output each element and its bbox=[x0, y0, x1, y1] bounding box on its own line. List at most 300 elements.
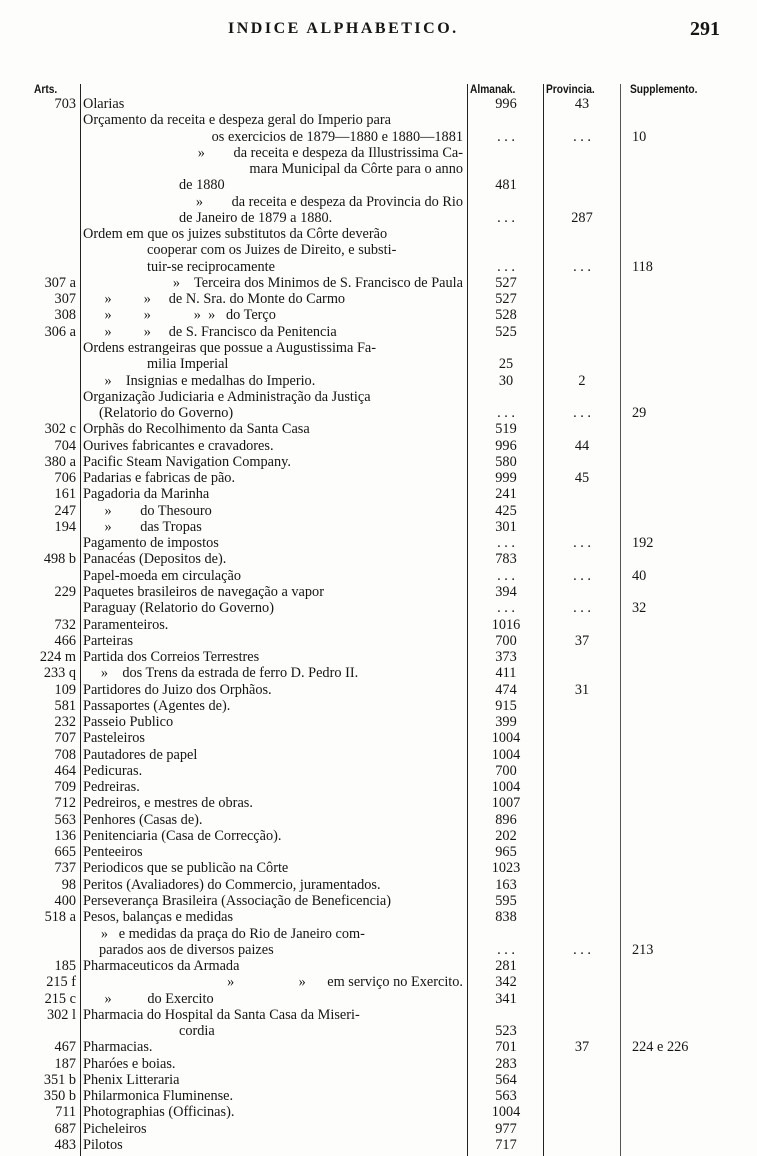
entry-text: » dos Trens da estrada de ferro D. Pedro II. bbox=[83, 665, 359, 682]
page-title: INDICE ALPHABETICO. bbox=[228, 20, 459, 37]
entry-text: Phenix Litteraria bbox=[83, 1071, 180, 1088]
index-line bbox=[0, 1104, 757, 1120]
almanak-page: 783 bbox=[495, 551, 517, 568]
entry-text-cell bbox=[83, 1088, 463, 1104]
entry-text-cell bbox=[83, 486, 463, 502]
article-number: 400 bbox=[54, 893, 76, 910]
index-line bbox=[0, 177, 757, 193]
article-number: 707 bbox=[54, 730, 76, 747]
entry-text: Orphãs do Recolhimento da Santa Casa bbox=[83, 421, 310, 438]
entry-text: cordia bbox=[179, 1023, 215, 1040]
index-line bbox=[0, 145, 757, 161]
entry-text-cell bbox=[83, 958, 463, 974]
index-line bbox=[0, 844, 757, 860]
index-line bbox=[0, 405, 757, 421]
index-line bbox=[0, 438, 757, 454]
entry-text-cell bbox=[83, 210, 463, 226]
index-line bbox=[0, 194, 757, 210]
article-number: 737 bbox=[54, 860, 76, 877]
article-number: 233 q bbox=[43, 665, 76, 682]
entry-text-cell bbox=[83, 893, 463, 909]
entry-text-cell bbox=[83, 259, 463, 275]
entry-text: (Relatorio do Governo) bbox=[99, 405, 234, 422]
index-line bbox=[0, 373, 757, 389]
provincia-page: . . . bbox=[573, 405, 591, 422]
almanak-page: 700 bbox=[495, 762, 517, 779]
entry-text-cell bbox=[83, 438, 463, 454]
entry-text-cell bbox=[83, 389, 463, 405]
almanak-page: 1004 bbox=[491, 1104, 521, 1121]
entry-text-cell bbox=[83, 405, 463, 421]
almanak-page: . . . bbox=[497, 535, 515, 552]
almanak-page: 996 bbox=[495, 96, 517, 112]
almanak-page: 394 bbox=[495, 583, 517, 600]
entry-text: parados aos de diversos paizes bbox=[99, 941, 274, 958]
almanak-page: 1016 bbox=[491, 616, 521, 633]
entry-text: » Terceira dos Minimos de S. Francisco de Paula bbox=[151, 274, 463, 291]
almanak-page: 301 bbox=[495, 518, 517, 535]
article-number: 709 bbox=[54, 779, 76, 796]
entry-text-cell bbox=[83, 226, 463, 242]
entry-text-cell bbox=[83, 763, 463, 779]
entry-text: Pautadores de papel bbox=[83, 746, 198, 763]
almanak-page: 281 bbox=[495, 958, 517, 975]
entry-text: Penteeiros bbox=[83, 844, 143, 861]
provincia-page: 37 bbox=[574, 1039, 590, 1056]
entry-text-cell bbox=[83, 730, 463, 746]
article-number: 706 bbox=[54, 470, 76, 487]
provincia-page: 43 bbox=[574, 96, 590, 112]
index-line bbox=[0, 779, 757, 795]
almanak-page: 701 bbox=[495, 1039, 517, 1056]
entry-text-cell bbox=[83, 1072, 463, 1088]
index-line bbox=[0, 112, 757, 128]
article-number: 302 l bbox=[47, 1006, 76, 1023]
article-number: 98 bbox=[61, 876, 76, 893]
almanak-page: 425 bbox=[495, 502, 517, 519]
entry-text: Olarias bbox=[83, 96, 125, 112]
article-number: 109 bbox=[54, 681, 76, 698]
entry-text-cell bbox=[83, 1007, 463, 1023]
entry-text: » e medidas da praça do Rio de Janeiro com- bbox=[83, 925, 365, 942]
entry-text: cooperar com os Juizes de Direito, e substi- bbox=[147, 242, 397, 259]
entry-text-cell bbox=[83, 844, 463, 860]
almanak-page: 481 bbox=[495, 177, 517, 194]
index-line bbox=[0, 259, 757, 275]
supplemento-page: 224 e 226 bbox=[632, 1039, 689, 1056]
article-number: 518 a bbox=[44, 909, 76, 926]
entry-text: » da receita e despeza da Provincia do Rio bbox=[174, 193, 463, 210]
entry-text: Partidores do Juizo dos Orphãos. bbox=[83, 681, 272, 698]
almanak-page: . . . bbox=[497, 405, 515, 422]
index-line bbox=[0, 747, 757, 763]
almanak-page: 977 bbox=[495, 1120, 517, 1137]
entry-text: Parteiras bbox=[83, 632, 134, 649]
entry-text: Organização Judiciaria e Administração da Justiça bbox=[83, 388, 371, 405]
article-number: 464 bbox=[54, 762, 76, 779]
entry-text-cell bbox=[83, 877, 463, 893]
entry-text-cell bbox=[83, 291, 463, 307]
almanak-page: 399 bbox=[495, 714, 517, 731]
entry-text: Passeio Publico bbox=[83, 714, 174, 731]
entry-text: Pedreiras. bbox=[83, 779, 140, 796]
almanak-page: 30 bbox=[498, 372, 514, 389]
article-number: 247 bbox=[54, 502, 76, 519]
entry-text: Pedicuras. bbox=[83, 762, 143, 779]
index-line bbox=[0, 730, 757, 746]
entry-text: Orçamento da receita e despeza geral do Imperio para bbox=[83, 112, 392, 129]
entry-text-cell bbox=[83, 747, 463, 763]
entry-text: de Janeiro de 1879 a 1880. bbox=[179, 209, 333, 226]
entry-text: Pharmacia do Hospital da Santa Casa da Miseri- bbox=[83, 1006, 360, 1023]
almanak-page: 1004 bbox=[491, 779, 521, 796]
almanak-page: 163 bbox=[495, 876, 517, 893]
index-line bbox=[0, 421, 757, 437]
article-number: 704 bbox=[54, 437, 76, 454]
entry-text: de 1880 bbox=[179, 177, 225, 194]
entry-text: Penhores (Casas de). bbox=[83, 811, 203, 828]
almanak-page: 341 bbox=[495, 990, 517, 1007]
index-line bbox=[0, 860, 757, 876]
index-line bbox=[0, 242, 757, 258]
index-entries bbox=[0, 96, 757, 1153]
entry-text: » da receita e despeza da Illustrissima Ca- bbox=[176, 144, 463, 161]
index-line bbox=[0, 682, 757, 698]
article-number: 483 bbox=[54, 1137, 76, 1153]
entry-text: Pagadoria da Marinha bbox=[83, 486, 210, 503]
index-line bbox=[0, 503, 757, 519]
article-number: 712 bbox=[54, 795, 76, 812]
almanak-page: 474 bbox=[495, 681, 517, 698]
entry-text-cell bbox=[83, 1056, 463, 1072]
entry-text-cell bbox=[83, 1137, 463, 1153]
article-number: 732 bbox=[54, 616, 76, 633]
entry-text: Padarias e fabricas de pão. bbox=[83, 470, 236, 487]
supplemento-page: 10 bbox=[632, 128, 647, 145]
entry-text: Pacific Steam Navigation Company. bbox=[83, 453, 291, 470]
provincia-page: . . . bbox=[573, 535, 591, 552]
article-number: 467 bbox=[54, 1039, 76, 1056]
index-line bbox=[0, 584, 757, 600]
entry-text-cell bbox=[83, 145, 463, 161]
index-line bbox=[0, 877, 757, 893]
entry-text: Partida dos Correios Terrestres bbox=[83, 649, 260, 666]
index-line bbox=[0, 356, 757, 372]
provincia-page: . . . bbox=[573, 567, 591, 584]
entry-text: Ordem em que os juizes substitutos da Côrte deverão bbox=[83, 226, 388, 243]
almanak-page: . . . bbox=[497, 567, 515, 584]
index-line bbox=[0, 389, 757, 405]
index-line bbox=[0, 454, 757, 470]
entry-text-cell bbox=[83, 1121, 463, 1137]
index-line bbox=[0, 226, 757, 242]
almanak-page: 896 bbox=[495, 811, 517, 828]
supplemento-page: 32 bbox=[632, 600, 647, 617]
index-line bbox=[0, 926, 757, 942]
almanak-page: 999 bbox=[495, 470, 517, 487]
entry-text: Ourives fabricantes e cravadores. bbox=[83, 437, 274, 454]
entry-text: Paquetes brasileiros de navegação a vapor bbox=[83, 583, 324, 600]
entry-text-cell bbox=[83, 503, 463, 519]
provincia-page: 31 bbox=[574, 681, 590, 698]
entry-text-cell bbox=[83, 795, 463, 811]
almanak-page: 527 bbox=[495, 274, 517, 291]
almanak-page: 523 bbox=[495, 1023, 517, 1040]
supplemento-page: 40 bbox=[632, 567, 647, 584]
article-number: 308 bbox=[54, 307, 76, 324]
entry-text: Panacéas (Depositos de). bbox=[83, 551, 227, 568]
index-line bbox=[0, 633, 757, 649]
entry-text-cell bbox=[83, 568, 463, 584]
index-line bbox=[0, 763, 757, 779]
provincia-page: . . . bbox=[573, 128, 591, 145]
entry-text-cell bbox=[83, 519, 463, 535]
entry-text: os exercicios de 1879—1880 e 1880—1881 bbox=[211, 128, 463, 145]
article-number: 711 bbox=[55, 1104, 76, 1121]
entry-text-cell bbox=[83, 714, 463, 730]
entry-text-cell bbox=[83, 909, 463, 925]
almanak-page: 527 bbox=[495, 291, 517, 308]
entry-text-cell bbox=[83, 470, 463, 486]
article-number: 351 b bbox=[43, 1071, 76, 1088]
almanak-page: 241 bbox=[495, 486, 517, 503]
almanak-page: 580 bbox=[495, 453, 517, 470]
article-number: 665 bbox=[54, 844, 76, 861]
article-number: 687 bbox=[54, 1120, 76, 1137]
almanak-page: . . . bbox=[497, 258, 515, 275]
index-line bbox=[0, 828, 757, 844]
entry-text: Pilotos bbox=[83, 1137, 123, 1153]
provincia-page: . . . bbox=[573, 600, 591, 617]
index-line bbox=[0, 129, 757, 145]
entry-text: » » de N. Sra. do Monte do Carmo bbox=[83, 291, 346, 308]
article-number: 350 b bbox=[43, 1088, 76, 1105]
supplemento-page: 118 bbox=[632, 258, 653, 275]
page-number: 291 bbox=[690, 18, 720, 40]
index-line bbox=[0, 1007, 757, 1023]
article-number: 187 bbox=[54, 1055, 76, 1072]
column-header-arts: Arts. bbox=[34, 82, 58, 96]
index-line bbox=[0, 1039, 757, 1055]
entry-text-cell bbox=[83, 991, 463, 1007]
entry-text-cell bbox=[83, 307, 463, 323]
entry-text-cell bbox=[83, 194, 463, 210]
entry-text: Paramenteiros. bbox=[83, 616, 169, 633]
index-line bbox=[0, 1056, 757, 1072]
almanak-page: . . . bbox=[497, 128, 515, 145]
article-number: 224 m bbox=[39, 649, 76, 666]
index-line bbox=[0, 617, 757, 633]
entry-text: » » » » do Terço bbox=[83, 307, 276, 324]
index-line bbox=[0, 535, 757, 551]
provincia-page: . . . bbox=[573, 258, 591, 275]
index-line bbox=[0, 519, 757, 535]
article-number: 229 bbox=[54, 583, 76, 600]
entry-text-cell bbox=[83, 682, 463, 698]
entry-text: Perseverança Brasileira (Associação de Beneficencia) bbox=[83, 893, 392, 910]
article-number: 703 bbox=[54, 96, 76, 112]
index-line bbox=[0, 600, 757, 616]
almanak-page: 1023 bbox=[491, 860, 521, 877]
entry-text-cell bbox=[83, 356, 463, 372]
entry-text-cell bbox=[83, 812, 463, 828]
supplemento-page: 29 bbox=[632, 405, 647, 422]
article-number: 302 c bbox=[44, 421, 76, 438]
index-line bbox=[0, 324, 757, 340]
almanak-page: 1007 bbox=[491, 795, 521, 812]
almanak-page: 1004 bbox=[491, 730, 521, 747]
index-line bbox=[0, 210, 757, 226]
entry-text: Periodicos que se publicão na Côrte bbox=[83, 860, 289, 877]
almanak-page: 283 bbox=[495, 1055, 517, 1072]
entry-text-cell bbox=[83, 96, 463, 112]
almanak-page: 717 bbox=[495, 1137, 517, 1153]
entry-text: Photographias (Officinas). bbox=[83, 1104, 235, 1121]
entry-text-cell bbox=[83, 860, 463, 876]
entry-text-cell bbox=[83, 1104, 463, 1120]
provincia-page: 44 bbox=[574, 437, 590, 454]
entry-text-cell bbox=[83, 275, 463, 291]
entry-text-cell bbox=[83, 698, 463, 714]
entry-text: Pasteleiros bbox=[83, 730, 145, 747]
index-line bbox=[0, 275, 757, 291]
index-line bbox=[0, 909, 757, 925]
entry-text: Pharóes e boias. bbox=[83, 1055, 176, 1072]
almanak-page: 996 bbox=[495, 437, 517, 454]
entry-text-cell bbox=[83, 129, 463, 145]
almanak-page: 519 bbox=[495, 421, 517, 438]
entry-text: Pedreiros, e mestres de obras. bbox=[83, 795, 253, 812]
index-line bbox=[0, 942, 757, 958]
entry-text: » Insignias e medalhas do Imperio. bbox=[83, 372, 316, 389]
almanak-page: 525 bbox=[495, 323, 517, 340]
entry-text: » do Thesouro bbox=[83, 502, 212, 519]
index-line bbox=[0, 958, 757, 974]
provincia-page: 45 bbox=[574, 470, 590, 487]
index-line bbox=[0, 568, 757, 584]
index-line bbox=[0, 1137, 757, 1153]
entry-text-cell bbox=[83, 373, 463, 389]
index-line bbox=[0, 96, 757, 112]
article-number: 563 bbox=[54, 811, 76, 828]
almanak-page: . . . bbox=[497, 600, 515, 617]
entry-text: Philarmonica Fluminense. bbox=[83, 1088, 234, 1105]
entry-text: » do Exercito bbox=[83, 990, 214, 1007]
entry-text: Pesos, balanças e medidas bbox=[83, 909, 234, 926]
almanak-page: 838 bbox=[495, 909, 517, 926]
entry-text: Pharmaceuticos da Armada bbox=[83, 958, 240, 975]
entry-text: » » de S. Francisco da Penitencia bbox=[83, 323, 337, 340]
entry-text-cell bbox=[83, 779, 463, 795]
entry-text-cell bbox=[83, 633, 463, 649]
entry-text: Peritos (Avaliadores) do Commercio, juramentados. bbox=[83, 876, 381, 893]
almanak-page: 202 bbox=[495, 827, 517, 844]
index-line bbox=[0, 1023, 757, 1039]
almanak-page: 965 bbox=[495, 844, 517, 861]
column-header-provincia: Provincia. bbox=[546, 82, 595, 96]
entry-text: Paraguay (Relatorio do Governo) bbox=[83, 600, 274, 617]
entry-text-cell bbox=[83, 454, 463, 470]
almanak-page: 700 bbox=[495, 632, 517, 649]
article-number: 215 c bbox=[44, 990, 76, 1007]
index-line bbox=[0, 1121, 757, 1137]
column-header-almanak: Almanak. bbox=[470, 82, 516, 96]
article-number: 581 bbox=[54, 697, 76, 714]
article-number: 232 bbox=[54, 714, 76, 731]
index-line bbox=[0, 812, 757, 828]
entry-text-cell bbox=[83, 177, 463, 193]
article-number: 708 bbox=[54, 746, 76, 763]
almanak-page: 1004 bbox=[491, 746, 521, 763]
entry-text: Papel-moeda em circulação bbox=[83, 567, 241, 584]
article-number: 307 bbox=[54, 291, 76, 308]
provincia-page: 287 bbox=[571, 209, 593, 226]
almanak-page: 595 bbox=[495, 893, 517, 910]
almanak-page: 25 bbox=[498, 356, 514, 373]
column-header-supplemento: Supplemento. bbox=[630, 82, 698, 96]
almanak-page: 411 bbox=[495, 665, 517, 682]
index-line bbox=[0, 551, 757, 567]
entry-text: » » em serviço no Exercito. bbox=[205, 974, 463, 991]
entry-text: Passaportes (Agentes de). bbox=[83, 697, 231, 714]
entry-text-cell bbox=[83, 584, 463, 600]
index-line bbox=[0, 470, 757, 486]
index-line bbox=[0, 665, 757, 681]
article-number: 161 bbox=[54, 486, 76, 503]
almanak-page: 528 bbox=[495, 307, 517, 324]
entry-text: Pharmacias. bbox=[83, 1039, 153, 1056]
almanak-page: 373 bbox=[495, 649, 517, 666]
entry-text: Ordens estrangeiras que possue a Augustissima Fa- bbox=[83, 339, 377, 356]
entry-text-cell bbox=[83, 649, 463, 665]
article-number: 306 a bbox=[44, 323, 76, 340]
entry-text-cell bbox=[83, 112, 463, 128]
index-line bbox=[0, 698, 757, 714]
article-number: 215 f bbox=[46, 974, 76, 991]
provincia-page: 2 bbox=[578, 372, 586, 389]
index-line bbox=[0, 486, 757, 502]
index-line bbox=[0, 1088, 757, 1104]
index-line bbox=[0, 307, 757, 323]
entry-text-cell bbox=[83, 340, 463, 356]
article-number: 185 bbox=[54, 958, 76, 975]
almanak-page: 563 bbox=[495, 1088, 517, 1105]
entry-text: milia Imperial bbox=[147, 356, 229, 373]
provincia-page: 37 bbox=[574, 632, 590, 649]
article-number: 194 bbox=[54, 518, 76, 535]
entry-text-cell bbox=[83, 1039, 463, 1055]
entry-text: tuir-se reciprocamente bbox=[147, 258, 275, 275]
supplemento-page: 192 bbox=[632, 535, 654, 552]
entry-text-cell bbox=[83, 551, 463, 567]
entry-text-cell bbox=[83, 161, 463, 177]
article-number: 466 bbox=[54, 632, 76, 649]
index-line bbox=[0, 974, 757, 990]
article-number: 380 a bbox=[44, 453, 76, 470]
index-line bbox=[0, 991, 757, 1007]
almanak-page: . . . bbox=[497, 209, 515, 226]
index-line bbox=[0, 1072, 757, 1088]
entry-text-cell bbox=[83, 1023, 463, 1039]
entry-text-cell bbox=[83, 942, 463, 958]
entry-text-cell bbox=[83, 324, 463, 340]
index-line bbox=[0, 291, 757, 307]
entry-text-cell bbox=[83, 665, 463, 681]
entry-text: mara Municipal da Côrte para o anno bbox=[249, 161, 463, 178]
index-line bbox=[0, 893, 757, 909]
index-line bbox=[0, 649, 757, 665]
entry-text-cell bbox=[83, 242, 463, 258]
